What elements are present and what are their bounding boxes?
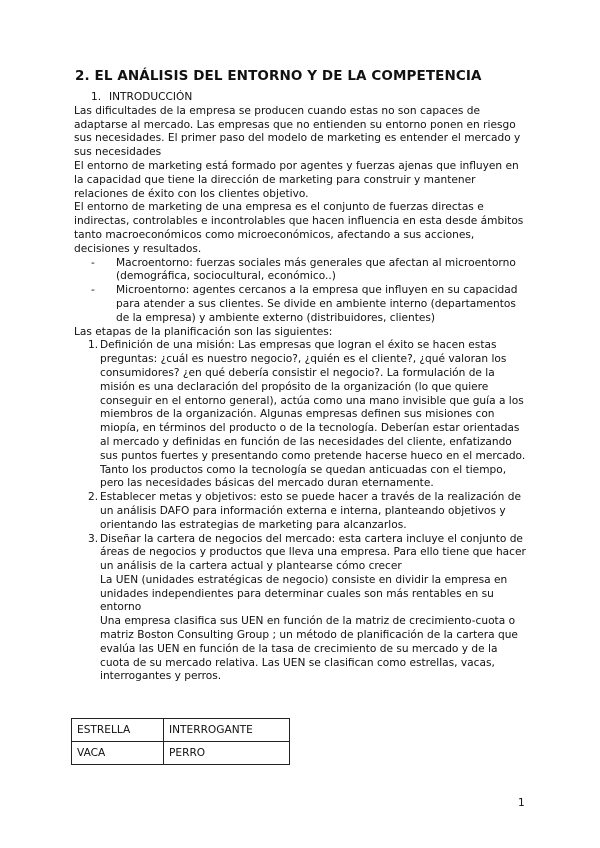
page-number: 1 [518, 797, 525, 809]
list-item-text: Definición de una misión: Las empresas que logran el éxito se hacen estas preguntas: ¿cuál es nuestro negocio?, ¿quién es el cliente?, ¿qué valoran los consumidores? ¿en qué debería consistir el negocio?. La formulación de la misión es una declaración del propósito de la organización (lo que quiere conseguir en el entorno general), actúa como una mano invisible que guía a los miembros de la organización. Algunas empresas definen sus misiones con miopía, en términos del producto o de la tecnología. Deberían estar orientadas al mercado y definidas en función de las necesidades del cliente, enfatizando sus puntos fuertes y presentando como pretende hacerse hueco en el mercado. Tanto los productos como la tecnología se quedan anticuadas con el tiempo, pero las necesidades básicas del mercado duran eternamente. [100, 339, 526, 490]
list-number: 2. [88, 491, 99, 504]
section-heading: 2. EL ANÁLISIS DEL ENTORNO Y DE LA COMPETENCIA [75, 68, 482, 84]
table-cell: VACA [72, 742, 164, 765]
paragraph: El entorno de marketing está formado por agentes y fuerzas ajenas que influyen en la capacidad que tiene la dirección de marketing para construir y mantener relaciones de éxito con los clientes objetivo. [74, 159, 519, 200]
dash-marker: - [91, 256, 95, 269]
table-cell: PERRO [164, 742, 290, 765]
table-cell: ESTRELLA [72, 719, 164, 742]
stages-intro: Las etapas de la planificación son las siguientes: [74, 325, 333, 338]
paragraph: Las dificultades de la empresa se producen cuando estas no son capaces de adaptarse al mercado. Las empresas que no entienden su entorno ponen en riesgo sus necesidades. El primer paso del modelo de marketing es entender el mercado y sus necesidades [74, 104, 521, 159]
dash-list-item [74, 257, 529, 285]
list-item-continuation: La UEN (unidades estratégicas de negocio) consiste en dividir la empresa en unidades independientes para determinar cuales son más rentables en su entorno [100, 573, 508, 614]
list-item-continuation: Una empresa clasifica sus UEN en función de la matriz de crecimiento-cuota o matriz Boston Consulting Group ; un método de planificación de la cartera que evalúa las UEN en función de la tasa de crecimiento de su mercado y de la cuota de su mercado relativa. Las UEN se clasifican como estrellas, vacas, interrogantes y perros. [100, 615, 518, 683]
subsection-number: 1. [91, 91, 102, 103]
list-item-text: Establecer metas y objetivos: esto se puede hacer a través de la realización de un análisis DAFO para información externa e interna, planteando objetivos y orientando las estrategias de marketing para alcanzarlos. [100, 491, 521, 531]
list-number: 1. [88, 339, 99, 352]
subsection-label: INTRODUCCIÓN [109, 91, 193, 103]
subsection-title [91, 91, 529, 105]
dash-marker: - [91, 284, 95, 297]
numbered-list-item [74, 339, 529, 491]
table-row [72, 742, 290, 765]
dash-list-item [74, 284, 529, 325]
bcg-matrix-table [71, 718, 290, 765]
list-number: 3. [88, 532, 99, 545]
paragraph: El entorno de marketing de una empresa es el conjunto de fuerzas directas e indirectas, controlables e incontrolables que hacen influencia en esta desde ámbitos tanto macroeconómicos como microeconómicos, afectando a sus acciones, decisiones y resultados. [74, 201, 524, 255]
table-row [72, 719, 290, 742]
numbered-list-item [74, 491, 529, 532]
dash-item-text: Macroentorno: fuerzas sociales más generales que afectan al microentorno (demográfica, sociocultural, económico..) [116, 256, 516, 283]
body-text [74, 91, 529, 684]
dash-item-text: Microentorno: agentes cercanos a la empresa que influyen en su capacidad para atender a sus clientes. Se divide en ambiente interno (departamentos de la empresa) y ambiente externo (distribuidores, clientes) [116, 284, 518, 324]
list-item-text: Diseñar la cartera de negocios del mercado: esta cartera incluye el conjunto de áreas de negocios y productos que lleva una empresa. Para ello tiene que hacer un análisis de la cartera actual y plantearse cómo crecer [100, 532, 526, 573]
table-cell: INTERROGANTE [164, 719, 290, 742]
numbered-list-item [74, 533, 529, 574]
